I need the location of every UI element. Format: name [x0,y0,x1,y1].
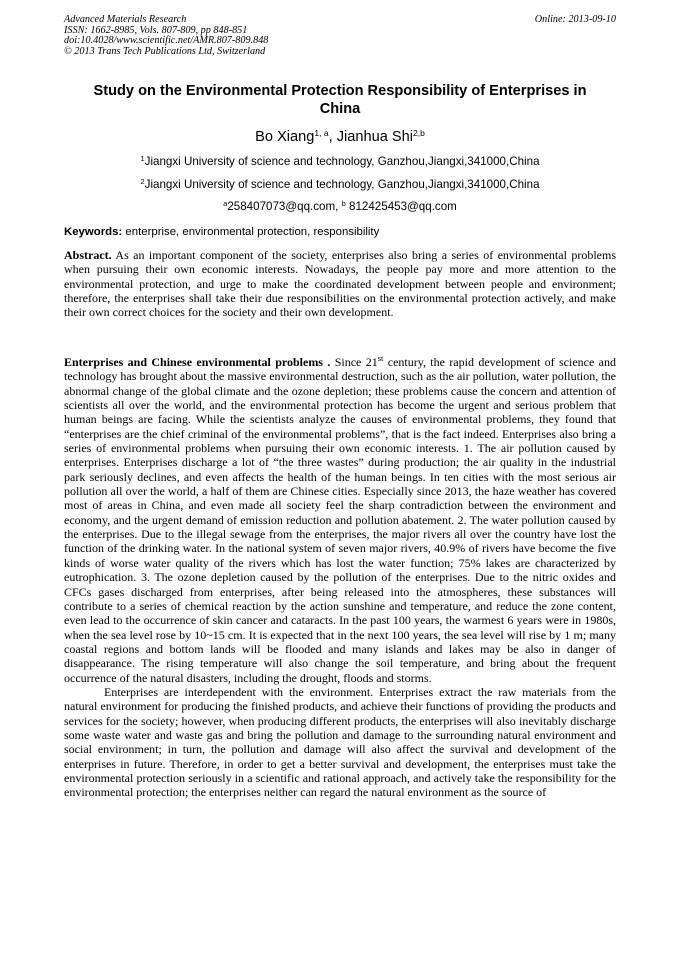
author-name: Bo Xiang [255,129,315,145]
keywords-label: Keywords: [64,226,123,238]
author-affiliation-mark: 2,b [412,128,425,138]
issn-line: ISSN: 1662-8985, Vols. 807-809, pp 848-851 [64,24,248,36]
title-line-2: China [319,101,361,117]
affiliation-1 [64,155,616,169]
paper-title [64,82,616,118]
email-mark: b [341,199,346,208]
affiliation-2 [64,178,616,192]
section-text: century, the rapid development of science and technology has brought about the massive environmental destruction, such as the air pollution, water pollution, the abnormal change of the global climate and the ozone depletion; these problems cause the concern and attention of scientists all over the world, and the environmental protection has become the urgent and serious problem that human beings are facing. While the scientists analyze the causes of environmental problems, they found that “enterprises are the chief criminal of the environmental problems”, that is the fact indeed. Enterprises also bring a series of environmental problems when pursuing their own economic interests. 1. The air pollution caused by enterprises. Enterprises discharge a lot of “the three wastes” during production; the air quality in the industrial park seriously declines, and even affects the health of the human beings. In ten cities with the most serious air pollution all over the world, a half of them are Chinese cities. Especially since 2013, the haze weather has covered most of areas in China, and even made all society feel the sharp contradiction between the environment and economy, and the urgent demand of emission reduction and pollution abatement. 2. The water pollution caused by the enterprises. Due to the illegal sewage from the enterprises, the major rivers all over the country have lost the function of the drinking water. In the national system of seven major rivers, 40.9% of rivers have become the five kinds of worse water quality of the rivers which has lost the water function; 75% lakes are characterized by eutrophication. 3. The ozone depletion caused by the pollution of the enterprises. Due to the nitric oxides and CFCs gases discharged from enterprises, after being released into the atmospheres, these substances will contribute to a series of chemical reaction by the action sunshine and temperature, and reduce the zone content, even lead to the occurrence of skin cancer and cataracts. In the past 100 years, the warmest 6 years were in 1980s, when the sea level rose by 10~15 cm. It is expected that in the next 100 years, the sea level will rise by 1 m; many coastal regions and bottom lands will be flooded and many islands and lakes may be also in danger of disappearance. The rising temperature will also change the soil temperature, and bring about the frequent occurrence of the natural disasters, including the drought, floods and storms. [64,355,616,685]
keywords-text: enterprise, environmental protection, responsibility [122,226,380,238]
abstract-text: As an important component of the society, enterprises also bring a series of environmental problems when pursuing their own economic interests. Nowadays, the people pay more and more attention to the environmental protection, and urge to make the coordinated development between people and environment; therefore, the enterprises shall take their due responsibilities on the environmental protection actively, and make their own correct choices for the society and their own development. [64,248,616,320]
author-list [64,128,616,146]
author-separator: , [328,129,337,145]
affiliation-mark: 1 [140,154,145,163]
journal-header [64,15,616,57]
copyright-line: © 2013 Trans Tech Publications Ltd, Switzerland [64,45,266,57]
affiliation-text: Jiangxi University of science and technology, Ganzhou,Jiangxi,341000,China [144,178,540,191]
section-1 [64,355,616,800]
paragraph-2: Enterprises are interdependent with the environment. Enterprises extract the raw materials from the natural environment for producing the finished products, and achieve their functions of providing the products and services for the society; however, when producing different products, the enterprises will also inevitably discharge some waste water and waste gas and bring the pollution and damage to the surrounding natural environment and social environment; in turn, the pollution and damage will also affect the survival and development of the enterprises in future. Therefore, in order to get a better survival and development, the enterprises must take the environmental protection seriously in a scientific and rational approach, and actively take the responsibility for the environmental protection; the enterprises neither can regard the natural environment as the source of [64,684,616,800]
abstract-label: Abstract. [64,248,112,262]
affiliation-mark: 2 [140,177,145,186]
author-affiliation-mark: 1, a [314,128,329,138]
email-b: 812425453@qq.com [345,200,457,213]
affiliation-text: Jiangxi University of science and technology, Ganzhou,Jiangxi,341000,China [144,155,540,168]
abstract [64,248,616,320]
email-a: 258407073@qq.com, [227,200,342,213]
journal-name: Advanced Materials Research [64,14,187,25]
ordinal-suffix: st [377,353,384,363]
title-line-1: Study on the Environmental Protection Responsibility of Enterprises in [93,83,587,99]
section-heading: Enterprises and Chinese environmental problems . [64,355,331,369]
author-name: Jianhua Shi [336,129,413,145]
section-lead: Since 21 [330,355,378,369]
keywords [64,225,616,239]
author-emails [64,200,616,214]
email-mark: a [223,199,228,208]
doi-line: doi:10.4028/www.scientific.net/AMR.807-809.848 [64,35,269,47]
online-date: Online: 2013-09-10 [534,14,616,25]
